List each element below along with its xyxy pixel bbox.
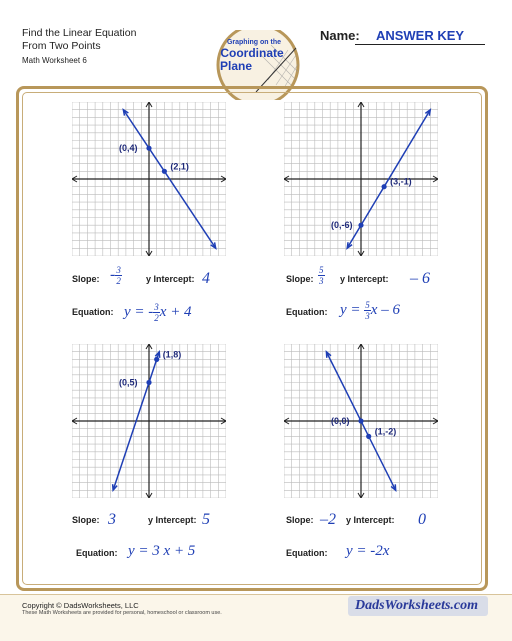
equation-label-4: Equation: [286,548,328,558]
equation-answer-4: y = -2x [346,543,390,559]
point-marker [358,223,363,228]
brand-logo[interactable]: DadsWorksheets.com [355,598,479,613]
worksheet-subtitle: Math Worksheet 6 [22,56,87,65]
equation-label-2: Equation: [286,307,328,317]
point-marker [358,418,363,423]
slope-label-3: Slope: [72,515,100,525]
intercept-label-4: y Intercept: [346,515,395,525]
point-label: (1,-2) [374,426,397,437]
point-label: (3,-1) [390,176,412,187]
intercept-label-3: y Intercept: [148,515,197,525]
intercept-answer-3: 5 [202,511,210,528]
slope-answer-2: $\frac{5}{3}$ [319,265,324,286]
point-marker [366,434,371,439]
point-label: (0,-6) [331,220,353,231]
point-label: (1,8) [162,349,182,360]
usage-note: These Math Worksheets are provided for personal, homeschool or classroom use. [22,610,222,616]
graph-problem-4 [284,344,438,498]
point-marker [146,146,151,151]
slope-label-2: Slope: [286,274,314,284]
point-label: (0,5) [119,377,138,388]
name-label: Name: [320,28,360,43]
intercept-answer-1: 4 [202,270,210,287]
logo-line2: Coordinate [220,46,284,60]
slope-label-4: Slope: [286,515,314,525]
slope-label-1: Slope: [72,274,100,284]
point-label: (2,1) [170,161,189,172]
logo-line1: Graphing on the [226,39,282,46]
equation-answer-3: y = 3 x + 5 [128,543,196,559]
point-label: (0,0) [331,416,350,426]
point-marker [154,357,159,362]
point-marker [146,380,151,385]
point-marker [382,184,387,189]
point-label: (0,4) [119,143,138,154]
intercept-answer-4: 0 [418,511,426,528]
slope-answer-3: 3 [108,511,116,528]
equation-answer-2: y = $\frac{5}{3}$ x – 6 [340,300,400,321]
slope-answer-1: - $\frac{3}{2}$ [110,265,121,286]
equation-answer-1: y = - $\frac{3}{2}$ x + 4 [124,302,192,323]
point-marker [162,169,167,174]
graph-problem-3 [72,344,226,498]
graph-problem-1 [72,102,226,256]
graph-problem-2 [284,102,438,256]
name-value: ANSWER KEY [355,28,485,45]
slope-answer-4: –2 [320,511,336,528]
intercept-label-2: y Intercept: [340,274,389,284]
intercept-label-1: y Intercept: [146,274,195,284]
worksheet-title: Find the Linear Equation From Two Points [22,27,137,52]
intercept-answer-2: – 6 [410,270,430,287]
logo-line3: Plane [219,59,253,73]
equation-label-3: Equation: [76,548,118,558]
equation-label-1: Equation: [72,307,114,317]
copyright-text: Copyright © DadsWorksheets, LLC [22,601,139,610]
